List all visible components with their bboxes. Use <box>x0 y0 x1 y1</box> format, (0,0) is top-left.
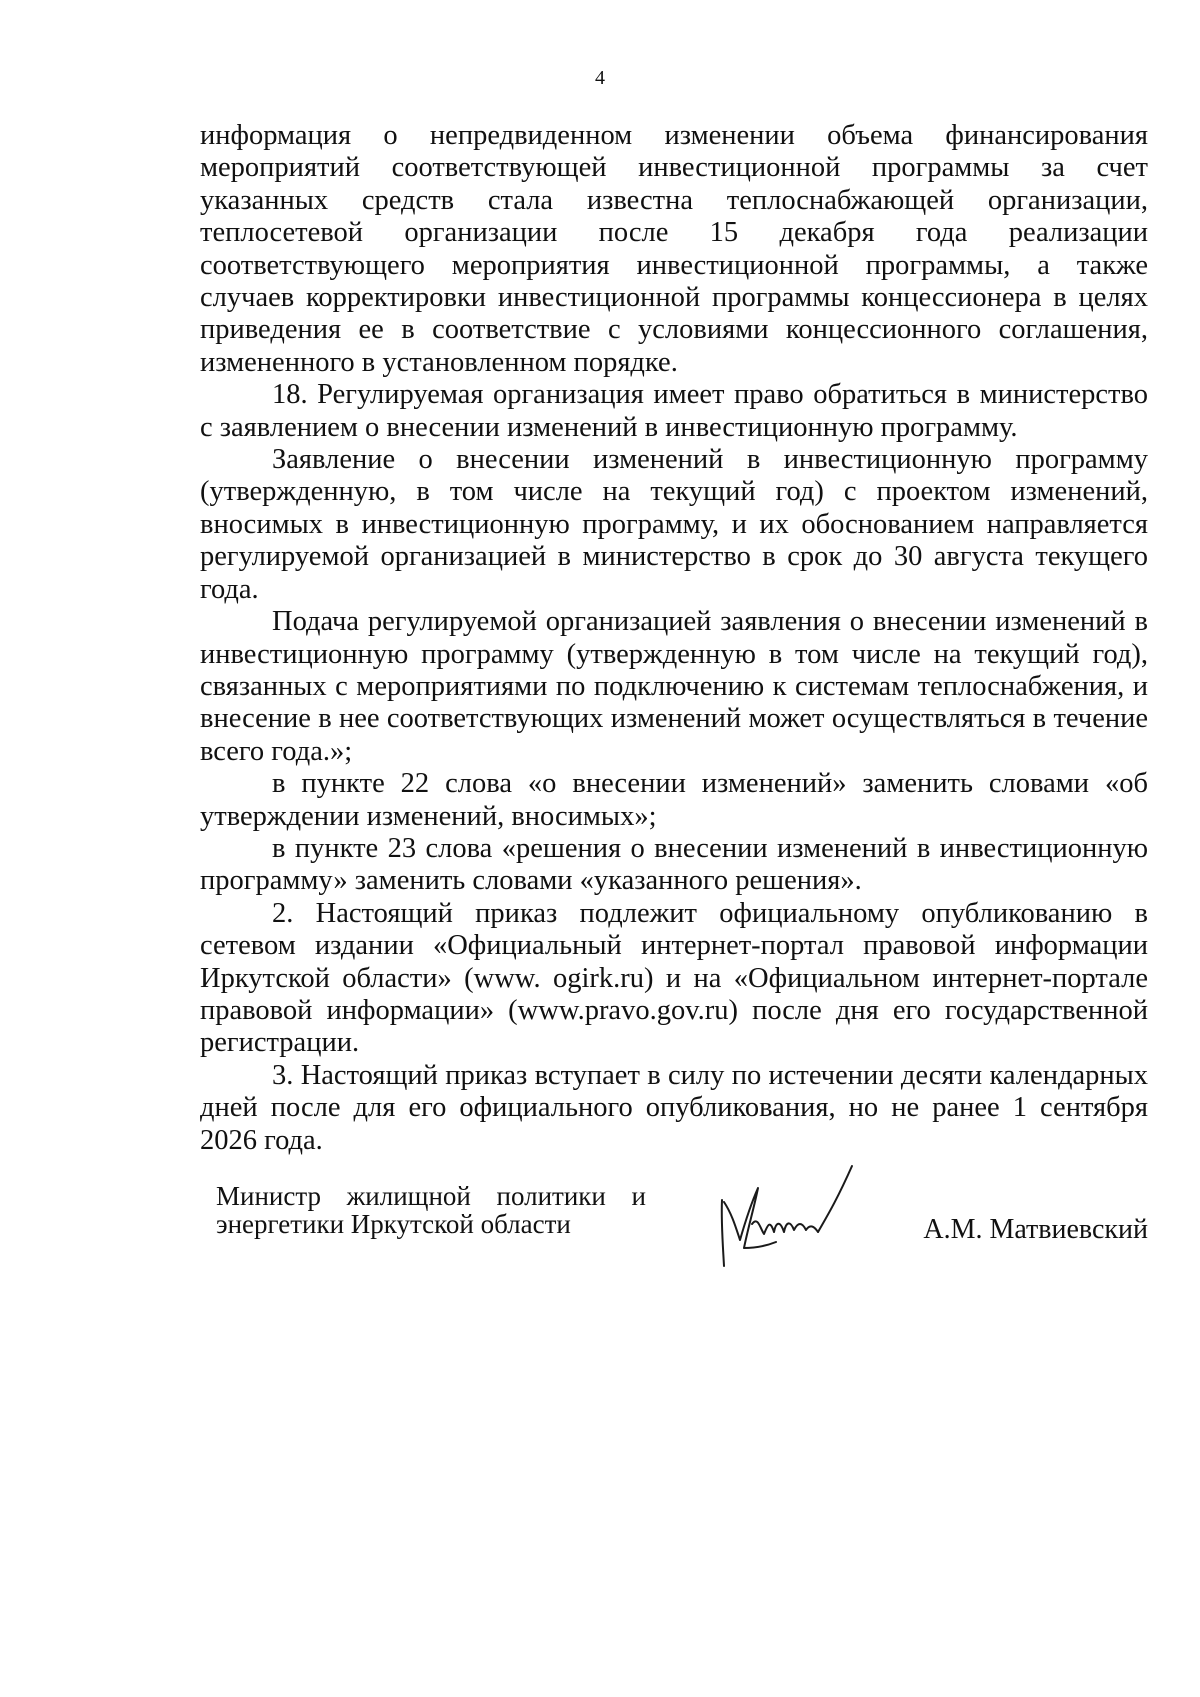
paragraph-entry-into-force: 3. Настоящий приказ вступает в силу по истечении десяти календарных дней после для его официального опубликования, но не ранее 1 сентября 2026 года. <box>200 1059 1148 1156</box>
signer-title-line-2: энергетики Иркутской области <box>216 1209 571 1239</box>
paragraph-connection-changes: Подача регулируемой организацией заявления о внесении изменений в инвестиционную программу (утвержденную в том числе на текущий год), связанных с мероприятиями по подключению к системам теплоснабжения, и внесение в нее соответствующих изменений может осуществляться в течение всего года.»; <box>200 606 1148 767</box>
handwritten-signature <box>714 1162 874 1272</box>
paragraph-publication: 2. Настоящий приказ подлежит официальному опубликованию в сетевом издании «Официальный интернет-портал правовой информации Иркутской области» (www. ogirk.ru) и на «Официальном интернет-портале правовой информации» (www.pravo.gov.ru) после дня его государственной регистрации. <box>200 897 1148 1059</box>
paragraph-application-deadline: Заявление о внесении изменений в инвестиционную программу (утвержденную, в том числе на текущий год) с проектом изменений, вносимых в инвестиционную программу, и их обоснованием направляется регулируемой организацией в министерство в срок до 30 августа текущего года. <box>200 444 1148 605</box>
paragraph-item-18: 18. Регулируемая организация имеет право обратиться в министерство с заявлением о внесении изменений в инвестиционную программу. <box>200 379 1148 443</box>
signature-block <box>0 1182 1200 1292</box>
paragraph-continuation: информация о непредвиденном изменении объема финансирования мероприятий соответствующей инвестиционной программы за счет указанных средств стала известна теплоснабжающей организации, теплосетевой организации после 15 декабря года реализации соответствующего мероприятия инвестиционной программы, а также случаев корректировки инвестиционной программы концессионера в целях приведения ее в соответствие с условиями концессионного соглашения, измененного в установленном порядке. <box>200 120 1148 378</box>
paragraph-item-22-amendment: в пункте 22 слова «о внесении изменений» заменить словами «об утверждении изменений, вносимых»; <box>200 768 1148 832</box>
page-number: 4 <box>595 67 605 89</box>
signer-title-line-1: Министр жилищной политики и <box>216 1181 646 1211</box>
signer-title <box>216 1182 646 1238</box>
paragraph-item-23-amendment: в пункте 23 слова «решения о внесении изменений в инвестиционную программу» заменить словами «указанного решения». <box>200 832 1148 897</box>
document-body <box>200 120 1148 1157</box>
signer-name: А.М. Матвиевский <box>923 1214 1148 1245</box>
